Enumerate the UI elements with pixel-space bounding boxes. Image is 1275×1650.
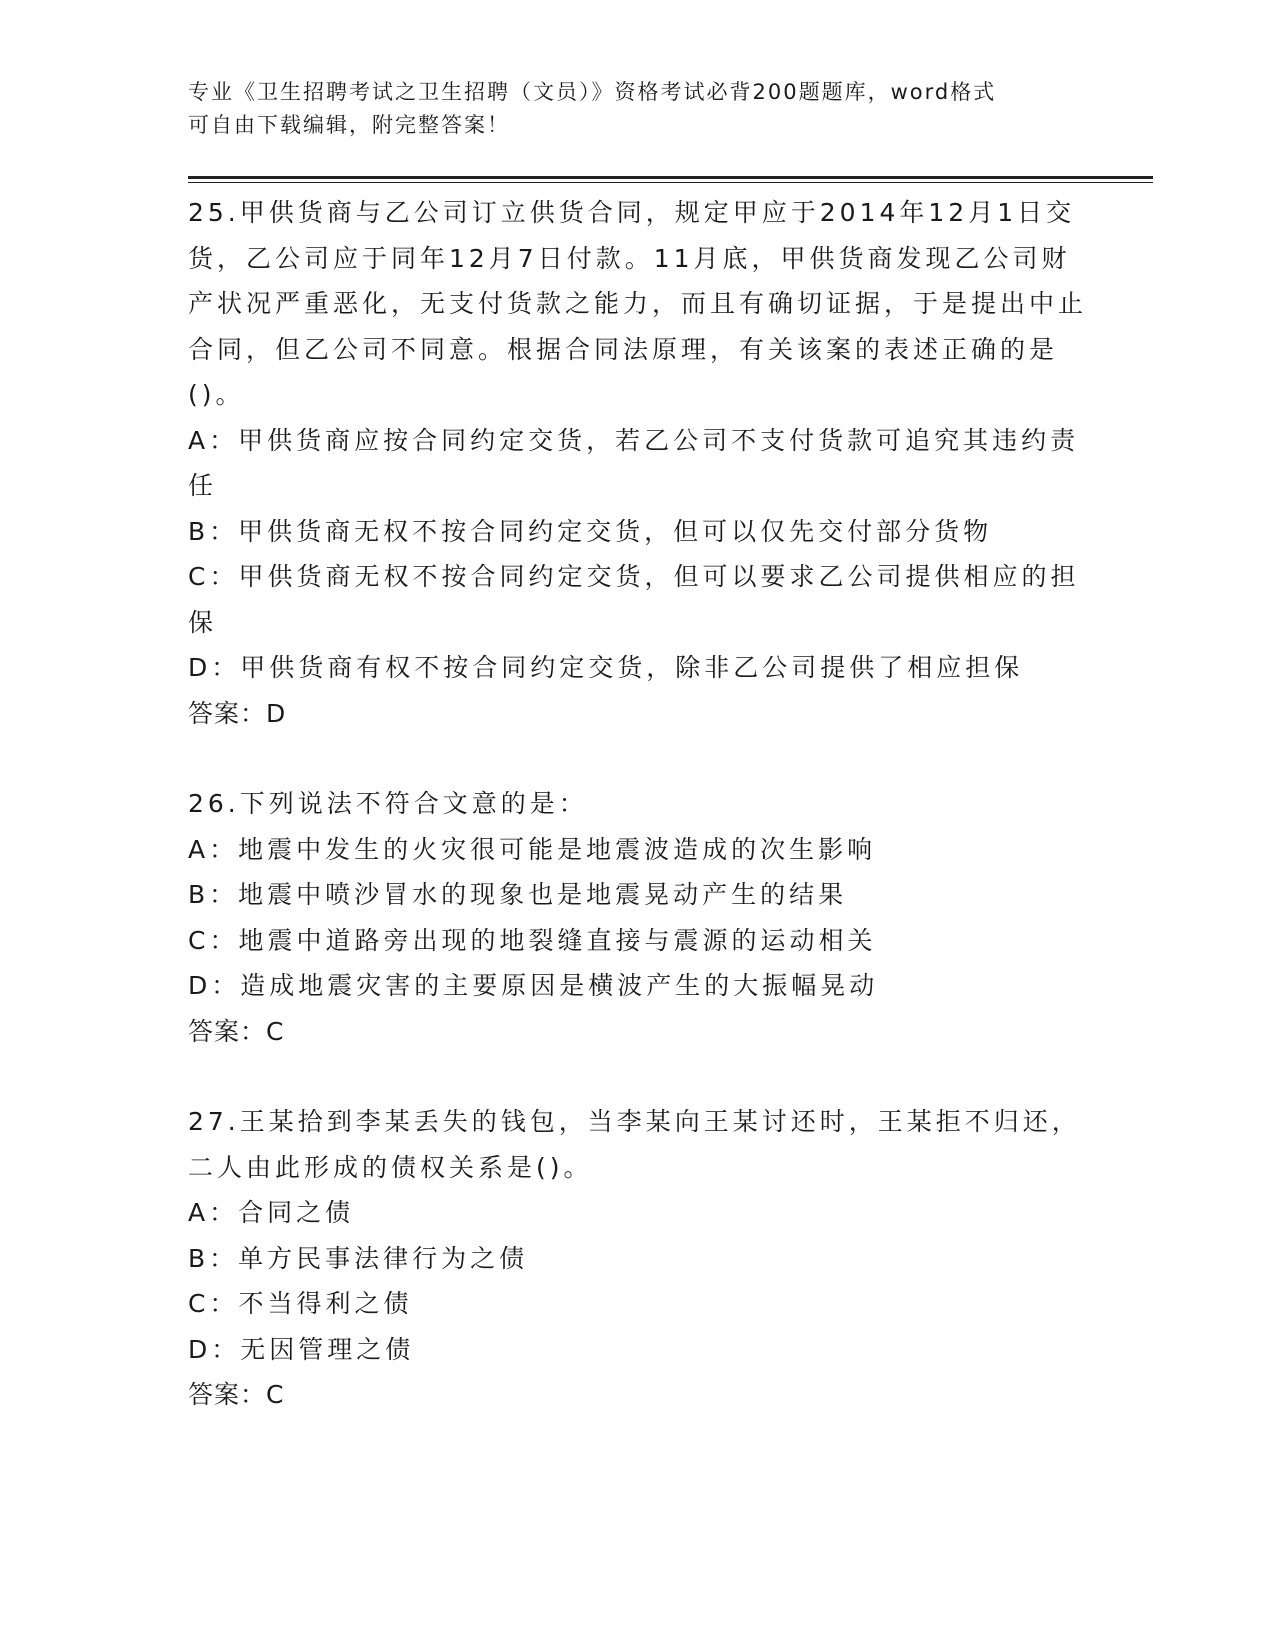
option-a: A：地震中发生的火灾很可能是地震波造成的次生影响: [188, 834, 877, 864]
question-stem: 26.下列说法不符合文意的是：: [188, 789, 588, 818]
option-b: B：甲供货商无权不按合同约定交货，但可以仅先交付部分货物: [188, 516, 993, 546]
question-26: [188, 781, 1088, 1054]
question-stem: 25.甲供货商与乙公司订立供货合同，规定甲应于2014年12月1日交货，乙公司应于同年12月7日付款。11月底，甲供货商发现乙公司财产状况严重恶化，无支付货款之能力，而且有确切证据，于是提出中止合同，但乙公司不同意。根据合同法原理，有关该案的表述正确的是()。: [188, 198, 1088, 409]
option-d: D：造成地震灾害的主要原因是横波产生的大振幅晃动: [188, 971, 879, 1000]
option-c: C：地震中道路旁出现的地裂缝直接与震源的运动相关: [188, 925, 877, 955]
option-d: D：无因管理之债: [188, 1334, 415, 1364]
question-list: [188, 190, 1088, 1463]
option-d: D：甲供货商有权不按合同约定交货，除非乙公司提供了相应担保: [188, 653, 1024, 682]
header-title-line-1: 专业《卫生招聘考试之卫生招聘（文员）》资格考试必背200题题库，word格式: [188, 80, 997, 104]
header-title-line-2: 可自由下载编辑，附完整答案！: [188, 113, 510, 137]
option-b: B：地震中喷沙冒水的现象也是地震晃动产生的结果: [188, 880, 848, 909]
option-c: C：不当得利之债: [188, 1289, 413, 1318]
answer: 答案：C: [188, 1380, 285, 1409]
question-25: [188, 190, 1088, 736]
option-a: A：合同之债: [188, 1198, 355, 1227]
header-divider-thin: [188, 182, 1153, 183]
question-27: [188, 1099, 1088, 1418]
document-header: [188, 76, 1088, 142]
option-b: B：单方民事法律行为之债: [188, 1243, 529, 1273]
answer: 答案：D: [188, 698, 287, 728]
question-stem: 27.王某拾到李某丢失的钱包，当李某向王某讨还时，王某拒不归还，二人由此形成的债权关系是()。: [188, 1107, 1081, 1182]
header-divider-thick: [188, 176, 1153, 179]
answer: 答案：C: [188, 1016, 285, 1046]
option-a: A：甲供货商应按合同约定交货，若乙公司不支付货款可追究其违约责任: [188, 425, 1080, 500]
option-c: C：甲供货商无权不按合同约定交货，但可以要求乙公司提供相应的担保: [188, 562, 1080, 637]
